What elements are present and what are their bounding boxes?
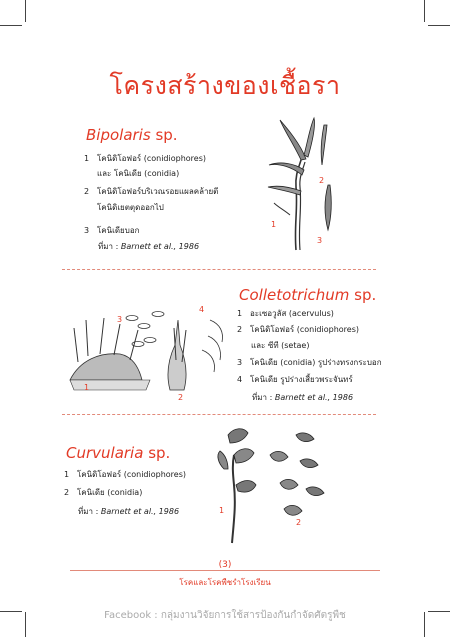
genus-name: Colletotrichum bbox=[239, 286, 350, 304]
item-text: โคนิเดีย (conidia) bbox=[77, 488, 143, 497]
footer-divider bbox=[70, 570, 380, 571]
genus-name: Bipolaris bbox=[86, 126, 151, 144]
crop-mark bbox=[0, 25, 22, 26]
figure-label: 1 bbox=[84, 383, 90, 392]
figure-label: 2 bbox=[319, 176, 325, 185]
crop-mark bbox=[25, 0, 26, 22]
item-text: โคนิดิโอฟอร์บริเวณรอยแผลคล้ายตี bbox=[97, 187, 219, 196]
item-number: 2 bbox=[64, 488, 70, 497]
item-subtext: และ ซีที (setae) bbox=[251, 341, 310, 350]
item-number: 1 bbox=[84, 154, 90, 163]
item-text: โคนิดิโอฟอร์ (conidiophores) bbox=[97, 154, 206, 163]
item-text: โคนิเดียบอก bbox=[97, 226, 140, 235]
species-abbrev: sp. bbox=[354, 286, 377, 304]
item-number: 2 bbox=[237, 325, 243, 334]
facebook-credit: Facebook : กลุ่มงานวิจัยการใช้สารป้องกันกำจัดศัตรูพืช bbox=[104, 610, 346, 621]
crop-mark bbox=[424, 0, 425, 22]
bipolaris-illustration bbox=[244, 115, 364, 255]
item-subtext: โคนิดิเยตตุดออกไป bbox=[97, 203, 164, 212]
page-number: (3) bbox=[218, 560, 232, 570]
item-number: 1 bbox=[237, 309, 243, 318]
source-citation: ที่มา : Barnett et al., 1986 bbox=[98, 242, 200, 251]
figure-label: 3 bbox=[317, 236, 323, 245]
item-text: อะเซอวูลัส (acervulus) bbox=[250, 309, 334, 318]
section-divider bbox=[62, 269, 376, 270]
curvularia-illustration bbox=[210, 425, 340, 545]
item-number: 3 bbox=[237, 358, 243, 367]
species-abbrev: sp. bbox=[155, 126, 178, 144]
item-text: โคนิดิโอฟอร์ (conidiophores) bbox=[250, 325, 359, 334]
item-text: โคนิเดีย (conidia) รูปร่างทรงกระบอก bbox=[250, 358, 382, 367]
figure-label: 1 bbox=[219, 506, 225, 515]
figure-label: 2 bbox=[296, 518, 302, 527]
item-number: 4 bbox=[237, 375, 243, 384]
footer-subtitle: โรคและโรคพืชรำโรงเรียน bbox=[179, 578, 271, 587]
genus-name: Curvularia bbox=[66, 444, 144, 462]
colletotrichum-illustration bbox=[70, 300, 230, 410]
curvularia-heading bbox=[66, 444, 170, 462]
source-citation: ที่มา : Barnett et al., 1986 bbox=[78, 507, 180, 516]
item-subtext: และ โคนิเดีย (conidia) bbox=[97, 169, 180, 178]
figure-label: 4 bbox=[199, 305, 205, 314]
figure-label: 2 bbox=[178, 393, 184, 402]
page-title: โครงสร้างของเชื้อรา bbox=[109, 71, 341, 100]
item-number: 3 bbox=[84, 226, 90, 235]
item-number: 2 bbox=[84, 187, 90, 196]
species-abbrev: sp. bbox=[148, 444, 171, 462]
figure-label: 1 bbox=[271, 220, 277, 229]
source-citation: ที่มา : Barnett et al., 1986 bbox=[252, 393, 354, 402]
figure-label: 3 bbox=[117, 315, 123, 324]
crop-mark bbox=[428, 25, 450, 26]
section-divider bbox=[62, 414, 376, 415]
colletotrichum-heading bbox=[239, 286, 376, 304]
bipolaris-heading bbox=[86, 126, 178, 144]
item-number: 1 bbox=[64, 470, 70, 479]
item-text: โคนิเดีย รูปร่างเสี้ยวพระจันทร์ bbox=[250, 375, 353, 384]
item-text: โคนิดิโอฟอร์ (conidiophores) bbox=[77, 470, 186, 479]
